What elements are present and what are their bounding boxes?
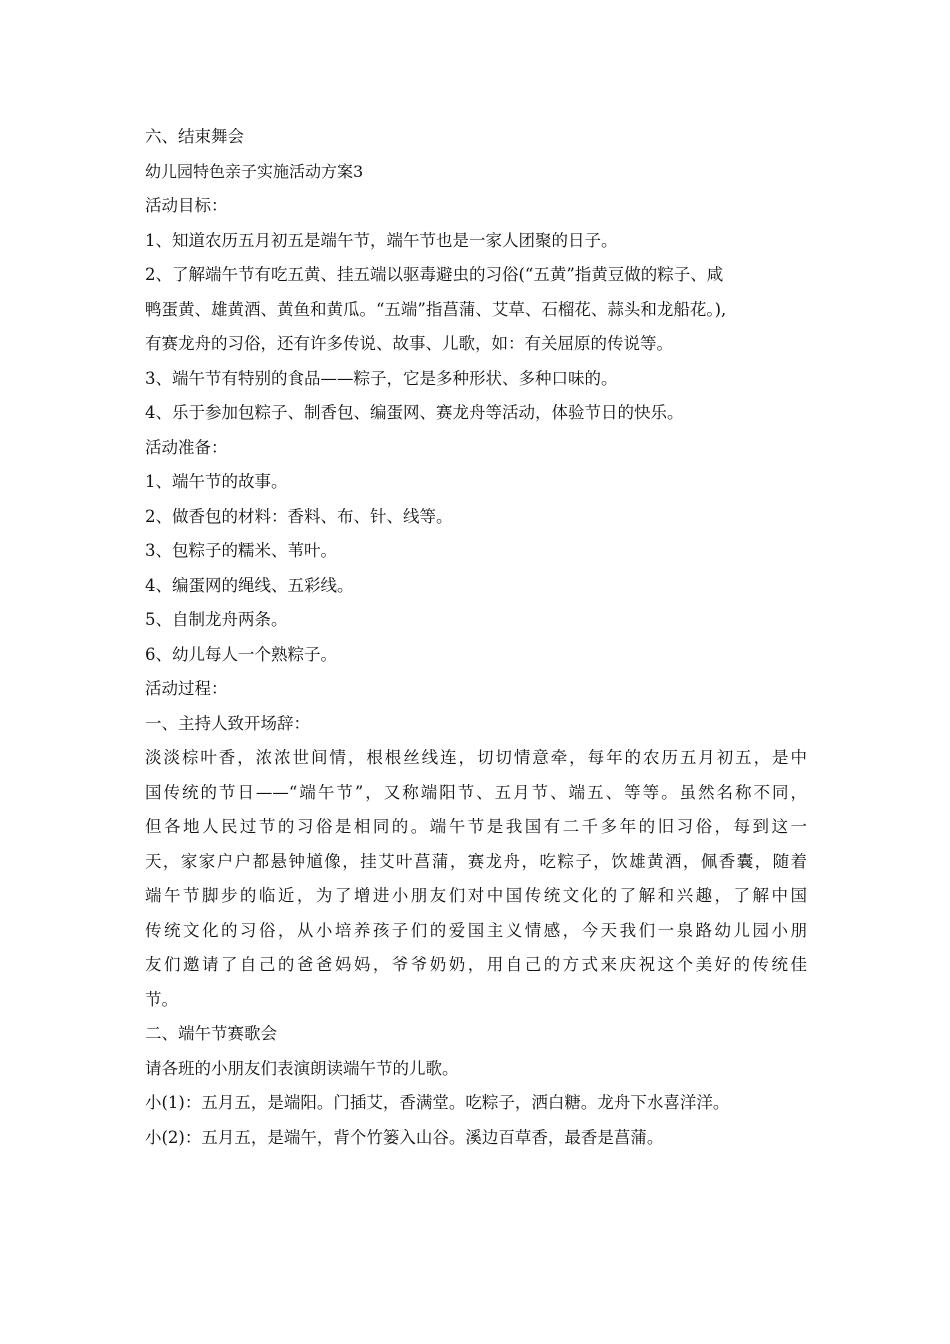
section-heading-process: 活动过程： <box>145 679 228 698</box>
paragraph-line: 传统文化的习俗，从小培养孩子们的爱国主义情感，今天我们一泉路幼儿园小朋 <box>145 920 807 940</box>
paragraph-line: 国传统的节日——“端午节”，又称端阳节、五月节、端五、等等。虽然名称不同， <box>145 782 807 802</box>
paragraph-line: 节。 <box>145 989 178 1009</box>
prep-item-2: 2、做香包的材料：香料、布、针、线等。 <box>145 506 453 526</box>
section-heading-closing-dance: 六、结束舞会 <box>145 127 244 146</box>
paragraph-line: 但各地人民过节的习俗是相同的。端午节是我国有二千多年的旧习俗，每到这一 <box>145 817 807 836</box>
paragraph-line: 淡淡棕叶香，浓浓世间情，根根丝线连，切切情意牵，每年的农历五月初五，是中 <box>145 748 807 767</box>
goal-item-2-line-1: 2、了解端午节有吃五黄、挂五端以驱毒避虫的习俗(“五黄”指黄豆做的粽子、咸 <box>145 265 724 284</box>
paragraph-line: 天，家家户户都悬钟馗像，挂艾叶菖蒲，赛龙舟，吃粽子，饮雄黄酒，佩香囊，随着 <box>145 851 807 871</box>
goal-item-3: 3、端午节有特别的食品——粽子，它是多种形状、多种口味的。 <box>145 368 618 388</box>
section-heading-preparation: 活动准备： <box>145 437 228 457</box>
paragraph-line: 端午节脚步的临近，为了增进小朋友们对中国传统文化的了解和兴趣，了解中国 <box>145 886 807 905</box>
goal-item-1: 1、知道农历五月初五是端午节，端午节也是一家人团聚的日子。 <box>145 230 618 250</box>
process-step-1-heading: 一、主持人致开场辞： <box>145 713 310 733</box>
prep-item-1: 1、端午节的故事。 <box>145 472 288 491</box>
prep-item-5: 5、自制龙舟两条。 <box>145 610 288 629</box>
prep-item-3: 3、包粽子的糯米、苇叶。 <box>145 541 337 560</box>
process-step-2-heading: 二、端午节赛歌会 <box>145 1024 277 1043</box>
section-heading-goals: 活动目标： <box>145 196 228 215</box>
opening-speech-paragraph <box>145 741 807 1017</box>
goal-item-4: 4、乐于参加包粽子、制香包、编蛋网、赛龙舟等活动，体验节日的快乐。 <box>145 403 684 422</box>
goal-item-2-line-2: 鸭蛋黄、雄黄酒、黄鱼和黄瓜。“五端”指菖蒲、艾草、石榴花、蒜头和龙船花。), <box>145 299 727 319</box>
song-intro: 请各班的小朋友们表演朗读端午节的儿歌。 <box>145 1058 459 1078</box>
song-class-2: 小(2)：五月五，是端午，背个竹篓入山谷。溪边百草香，最香是菖蒲。 <box>145 1127 664 1147</box>
paragraph-line: 友们邀请了自己的爸爸妈妈，爷爷奶奶，用自己的方式来庆祝这个美好的传统佳 <box>145 955 807 974</box>
song-class-1: 小(1)：五月五，是端阳。门插艾，香满堂。吃粽子，洒白糖。龙舟下水喜洋洋。 <box>145 1093 730 1112</box>
prep-item-4: 4、编蛋网的绳线、五彩线。 <box>145 575 354 595</box>
document-body <box>145 120 807 1155</box>
plan-title: 幼儿园特色亲子实施活动方案3 <box>145 161 364 181</box>
prep-item-6: 6、幼儿每人一个熟粽子。 <box>145 644 337 664</box>
goal-item-2-line-3: 有赛龙舟的习俗，还有许多传说、故事、儿歌，如：有关屈原的传说等。 <box>145 334 673 353</box>
